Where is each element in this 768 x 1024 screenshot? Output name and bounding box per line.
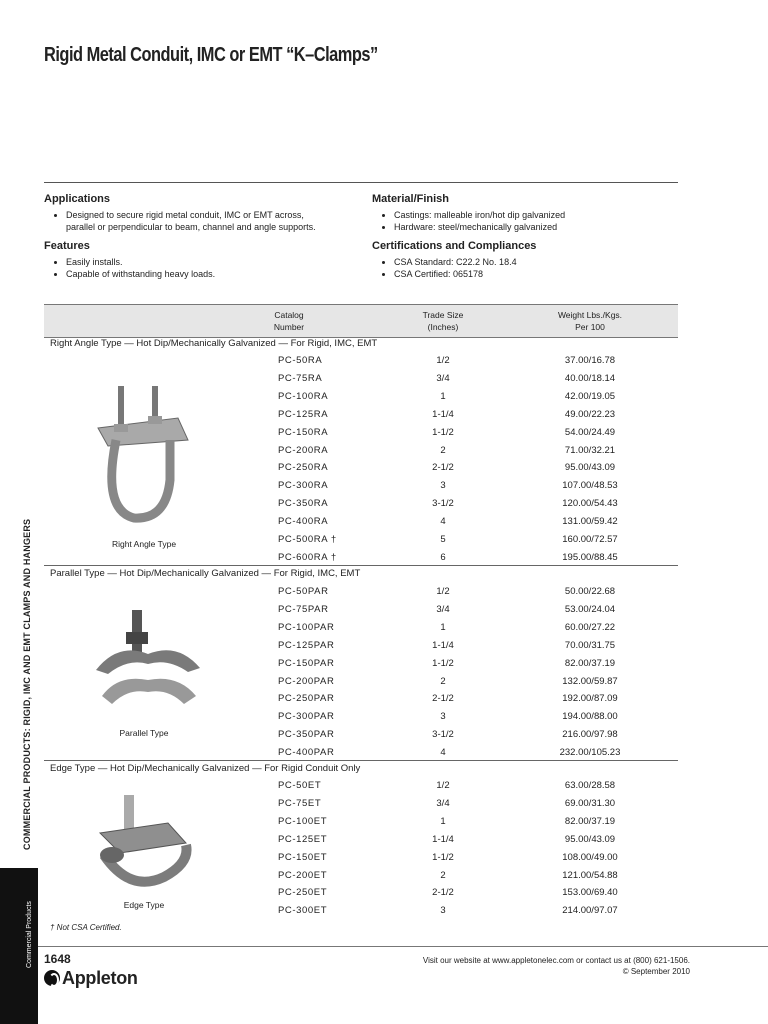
parallel-clamp-photo [88,608,208,718]
section-title: Right Angle Type — Hot Dip/Mechanically Galvanized — For Rigid, IMC, EMT [50,338,378,349]
features-heading: Features [44,240,90,252]
footer-contact [423,955,690,977]
certifications-heading: Certifications and Compliances [372,240,537,252]
weight-cell: 95.00/43.09 [564,462,616,474]
footer-divider [38,946,768,947]
trade-size-cell: 6 [440,551,446,563]
table-row [44,352,678,370]
parallel-caption: Parallel Type [119,728,169,738]
table-header [44,304,678,338]
side-section-label: COMMERCIAL PRODUCTS: RIGID, IMC AND EMT CLAMPS AND HANGERS [22,518,32,850]
footnote: † Not CSA Certified. [50,923,122,932]
weight-cell: 37.00/16.78 [564,355,616,366]
right-info-column [372,193,672,287]
trade-size-cell: 1-1/4 [432,833,454,845]
trade-size-cell: 4 [440,747,446,759]
features-list [44,257,334,280]
weight-cell: 70.00/31.75 [564,639,616,651]
catalog-number-cell: PC-125RA [278,408,329,420]
catalog-number-cell: PC-200PAR [278,675,335,687]
material-item: • Hardware: steel/mechanically galvanized [394,222,672,234]
catalog-number-cell: PC-50RA [278,355,323,366]
trade-size-cell: 3-1/2 [432,729,454,741]
catalog-number-cell: PC-400RA [278,516,329,528]
page-number: 1648 [44,952,71,966]
catalog-number-cell: PC-100RA [278,390,329,402]
weight-cell: 42.00/19.05 [564,390,616,402]
weight-cell: 95.00/43.09 [564,833,616,845]
catalog-number-cell: PC-100ET [278,815,328,827]
catalog-number-cell: PC-250RA [278,462,329,474]
weight-cell: 63.00/28.58 [564,780,616,791]
catalog-number-cell: PC-500RA † [278,534,337,545]
trade-size-cell: 3/4 [436,603,450,615]
edge-caption: Edge Type [123,900,165,910]
side-tab-label: Commercial Products [26,901,33,968]
catalog-number-header: Catalog Number [273,310,305,332]
catalog-number-cell: PC-600RA † [278,551,337,563]
right-angle-clamp-photo [88,380,198,530]
catalog-number-cell: PC-300RA [278,480,329,492]
weight-cell: 107.00/48.53 [562,480,618,492]
appleton-logo-icon [44,970,60,986]
side-tab [0,868,38,1024]
catalog-number-cell: PC-350PAR [278,729,335,741]
weight-cell: 71.00/32.21 [564,444,616,456]
weight-cell: 69.00/31.30 [564,797,616,809]
catalog-number-cell: PC-150ET [278,851,328,863]
trade-size-cell: 1-1/2 [432,851,454,863]
catalog-number-cell: PC-50ET [278,780,322,791]
catalog-number-cell: PC-75RA [278,372,323,384]
trade-size-header: Trade Size (Inches) [422,310,464,332]
trade-size-cell: 2 [440,444,446,456]
title-divider [44,182,678,183]
weight-cell: 216.00/97.98 [562,729,618,741]
weight-cell: 192.00/87.09 [562,693,618,705]
section-divider [44,760,678,761]
material-item: • Castings: malleable iron/hot dip galvanized [394,210,672,222]
catalog-number-cell: PC-50PAR [278,586,329,597]
catalog-number-cell: PC-150PAR [278,657,335,669]
catalog-number-cell: PC-100PAR [278,621,335,633]
trade-size-cell: 3 [440,905,446,917]
website-line: Visit our website at www.appletonelec.com or contact us at (800) 621-1506. [422,956,690,965]
section-divider [44,565,678,566]
trade-size-cell: 1-1/4 [432,639,454,651]
trade-size-cell: 1-1/4 [432,408,454,420]
catalog-number-cell: PC-125PAR [278,639,335,651]
trade-size-cell: 1 [440,390,446,402]
weight-cell: 153.00/69.40 [562,887,618,899]
weight-cell: 120.00/54.43 [562,498,618,510]
weight-cell: 53.00/24.04 [564,603,616,615]
weight-cell: 54.00/24.49 [564,426,616,438]
page-title: Rigid Metal Conduit, IMC or EMT “K–Clamps” [44,44,378,66]
catalog-number-cell: PC-250ET [278,887,328,899]
trade-size-cell: 2-1/2 [432,693,454,705]
catalog-number-cell: PC-75ET [278,797,322,809]
trade-size-cell: 2 [440,869,446,881]
weight-cell: 50.00/22.68 [564,586,616,597]
table-row [44,583,678,601]
weight-cell: 195.00/88.45 [562,551,618,563]
catalog-number-cell: PC-300ET [278,905,328,917]
date-line: © September 2010 [622,967,690,976]
certifications-item: • CSA Certified: 065178 [394,269,672,281]
features-item: • Capable of withstanding heavy loads. [66,269,334,281]
weight-cell: 82.00/37.19 [564,815,616,827]
weight-cell: 108.00/49.00 [562,851,618,863]
trade-size-cell: 1-1/2 [432,426,454,438]
weight-header: Weight Lbs./Kgs. Per 100 [557,310,623,332]
weight-cell: 121.00/54.88 [562,869,618,881]
weight-cell: 82.00/37.19 [564,657,616,669]
trade-size-cell: 3/4 [436,797,450,809]
certifications-list [372,257,672,280]
weight-cell: 131.00/59.42 [562,516,618,528]
catalog-number-cell: PC-300PAR [278,711,335,723]
trade-size-cell: 1-1/2 [432,657,454,669]
material-heading: Material/Finish [372,193,450,205]
weight-cell: 60.00/27.22 [564,621,616,633]
trade-size-cell: 2 [440,675,446,687]
catalog-number-cell: PC-200ET [278,869,328,881]
applications-list [44,210,334,233]
section-title: Parallel Type — Hot Dip/Mechanically Galvanized — For Rigid, IMC, EMT [50,568,361,579]
catalog-number-cell: PC-400PAR [278,747,335,759]
catalog-number-cell: PC-200RA [278,444,329,456]
weight-cell: 214.00/97.07 [562,905,618,917]
appleton-logo: Appleton [44,968,138,989]
weight-cell: 194.00/88.00 [562,711,618,723]
catalog-number-cell: PC-250PAR [278,693,335,705]
left-info-column [44,193,334,287]
catalog-number-cell: PC-75PAR [278,603,329,615]
applications-heading: Applications [44,193,111,205]
material-list [372,210,672,233]
trade-size-cell: 1 [440,815,446,827]
trade-size-cell: 4 [440,516,446,528]
trade-size-cell: 1 [440,621,446,633]
trade-size-cell: 3 [440,480,446,492]
applications-item: • Designed to secure rigid metal conduit, IMC or EMT across, parallel or perpendicular to beam, channel and angle supports. [66,210,334,233]
trade-size-cell: 3 [440,711,446,723]
section-title: Edge Type — Hot Dip/Mechanically Galvanized — For Rigid Conduit Only [50,763,361,774]
trade-size-cell: 1/2 [436,780,450,791]
trade-size-cell: 2-1/2 [432,887,454,899]
edge-clamp-photo [90,793,200,898]
right-angle-caption: Right Angle Type [111,539,177,549]
weight-cell: 160.00/72.57 [562,534,618,545]
catalog-number-cell: PC-350RA [278,498,329,510]
catalog-number-cell: PC-150RA [278,426,329,438]
trade-size-cell: 1/2 [436,586,450,597]
trade-size-cell: 3-1/2 [432,498,454,510]
weight-cell: 232.00/105.23 [559,747,621,759]
weight-cell: 49.00/22.23 [564,408,616,420]
features-item: • Easily installs. [66,257,334,269]
trade-size-cell: 1/2 [436,355,450,366]
trade-size-cell: 5 [440,534,446,545]
certifications-item: • CSA Standard: C22.2 No. 18.4 [394,257,672,269]
weight-cell: 40.00/18.14 [564,372,616,384]
weight-cell: 132.00/59.87 [562,675,618,687]
trade-size-cell: 2-1/2 [432,462,454,474]
trade-size-cell: 3/4 [436,372,450,384]
catalog-number-cell: PC-125ET [278,833,328,845]
